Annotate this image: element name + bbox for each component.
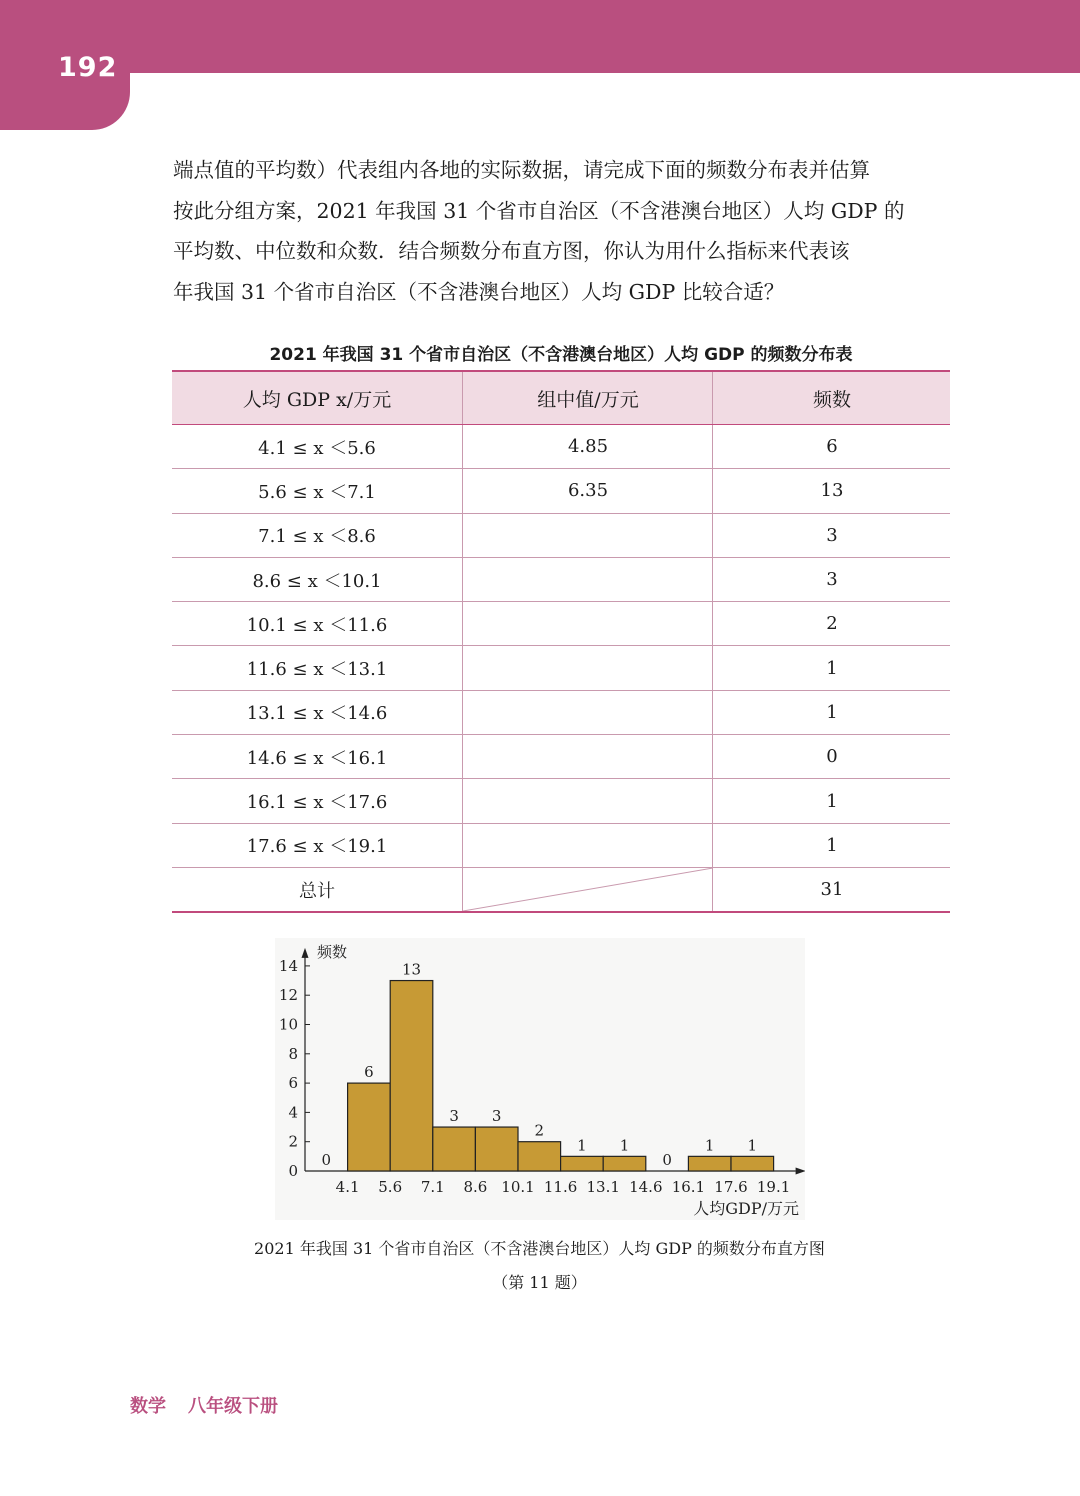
- x-tick-label: 7.1: [420, 1178, 445, 1196]
- table-row: [172, 558, 950, 602]
- cell-midpoint[interactable]: [462, 646, 713, 689]
- paragraph-line: 按此分组方案，2021 年我国 31 个省市自治区（不含港澳台地区）人均 GDP 的: [173, 198, 905, 223]
- bar-value-label: 0: [662, 1151, 672, 1169]
- footer-book-title: [130, 1392, 278, 1418]
- cell-frequency: 31: [712, 868, 951, 911]
- histogram-bar: [688, 1156, 731, 1171]
- table-row: [172, 514, 950, 558]
- bar-value-label: 1: [619, 1136, 630, 1155]
- cell-gdp-range: 7.1 ≤ x ＜8.6: [258, 526, 376, 548]
- x-tick-label: 4.1: [335, 1178, 360, 1196]
- header-band: [0, 0, 1080, 73]
- cell-midpoint: 6.35: [462, 469, 713, 512]
- cell-gdp-range: 总计: [299, 880, 335, 902]
- cell-gdp-range: 4.1 ≤ x ＜5.6: [258, 437, 376, 459]
- cell-midpoint[interactable]: [462, 558, 713, 601]
- cell-frequency: 1: [712, 691, 951, 734]
- y-tick-label: 12: [278, 986, 298, 1005]
- table-row: [172, 646, 950, 690]
- cell-midpoint[interactable]: [462, 691, 713, 734]
- problem-paragraph: [173, 150, 953, 312]
- table-row: [172, 691, 950, 735]
- x-tick-label: 8.6: [463, 1178, 488, 1196]
- cell-frequency: 2: [712, 602, 951, 645]
- table-row: [172, 469, 950, 513]
- y-tick-label: 14: [278, 956, 298, 975]
- cell-gdp-range: 17.6 ≤ x ＜19.1: [246, 836, 388, 858]
- y-axis-title: 频数: [317, 942, 348, 961]
- cell-frequency: 1: [712, 646, 951, 689]
- x-axis-arrow: [796, 1168, 805, 1175]
- histogram-bar: [731, 1156, 774, 1171]
- page-number: 192: [58, 52, 118, 83]
- bar-value-label: 2: [534, 1121, 545, 1140]
- cell-midpoint[interactable]: [462, 824, 713, 867]
- table-total-row: [172, 868, 950, 913]
- table-row: [172, 779, 950, 823]
- table-row: [172, 735, 950, 779]
- x-tick-label: 5.6: [378, 1178, 403, 1196]
- cell-midpoint[interactable]: [462, 779, 713, 822]
- cell-gdp-range: 5.6 ≤ x ＜7.1: [258, 481, 376, 503]
- y-axis-arrow: [302, 948, 309, 958]
- histogram-bar: [348, 1083, 391, 1171]
- histogram-bar: [390, 981, 433, 1171]
- x-tick-label: 17.6: [714, 1178, 748, 1196]
- footer-subject: 数学: [130, 1396, 166, 1417]
- y-tick-label: 2: [288, 1132, 298, 1151]
- cell-frequency: 0: [712, 735, 951, 778]
- table-row: [172, 602, 950, 646]
- histogram-bar: [518, 1142, 561, 1171]
- header-gdp-range: 人均 GDP x/万元: [242, 388, 392, 411]
- y-tick-label: 4: [288, 1103, 298, 1122]
- y-tick-label: 8: [288, 1044, 298, 1063]
- y-tick-label: 0: [288, 1162, 298, 1180]
- bar-value-label: 0: [321, 1151, 332, 1169]
- histogram-svg: [275, 938, 805, 1220]
- table-row: [172, 425, 950, 469]
- cell-midpoint[interactable]: [462, 602, 713, 645]
- header-midpoint: 组中值/万元: [462, 372, 713, 424]
- x-tick-label: 13.1: [586, 1178, 620, 1196]
- histogram-bar: [475, 1127, 518, 1171]
- table-row: [172, 824, 950, 868]
- cell-midpoint: 4.85: [462, 425, 713, 468]
- x-tick-label: 19.1: [756, 1178, 791, 1196]
- frequency-table: [172, 370, 950, 913]
- cell-midpoint[interactable]: [462, 735, 713, 778]
- total-diagonal-line: [463, 868, 713, 911]
- cell-gdp-range: 11.6 ≤ x ＜13.1: [246, 659, 388, 681]
- cell-frequency: 6: [712, 425, 951, 468]
- x-tick-label: 10.1: [501, 1178, 535, 1196]
- histogram-bar: [603, 1156, 646, 1171]
- histogram-bar: [561, 1156, 604, 1171]
- cell-frequency: 3: [712, 514, 951, 557]
- header-frequency: 频数: [712, 372, 951, 424]
- bar-value-label: 1: [577, 1136, 587, 1155]
- bar-value-label: 3: [449, 1107, 459, 1126]
- x-axis-title: 人均GDP/万元: [693, 1199, 799, 1218]
- footer-grade: 八年级下册: [188, 1396, 278, 1417]
- cell-frequency: 1: [712, 779, 951, 822]
- bar-value-label: 6: [364, 1063, 374, 1082]
- cell-gdp-range: 8.6 ≤ x ＜10.1: [252, 570, 382, 592]
- bar-value-label: 1: [704, 1136, 715, 1155]
- bar-value-label: 1: [747, 1136, 758, 1155]
- cell-gdp-range: 16.1 ≤ x ＜17.6: [246, 792, 388, 814]
- x-tick-label: 16.1: [671, 1178, 706, 1196]
- y-tick-label: 10: [278, 1015, 298, 1034]
- paragraph-line: 端点值的平均数）代表组内各地的实际数据，请完成下面的频数分布表并估算: [173, 158, 870, 182]
- bar-value-label: 13: [401, 960, 422, 979]
- paragraph-line: 年我国 31 个省市自治区（不含港澳台地区）人均 GDP 比较合适？: [173, 279, 785, 304]
- cell-midpoint[interactable]: [462, 514, 713, 557]
- cell-gdp-range: 14.6 ≤ x ＜16.1: [246, 747, 388, 769]
- cell-frequency: 3: [712, 558, 951, 601]
- cell-gdp-range: 10.1 ≤ x ＜11.6: [246, 614, 388, 636]
- paragraph-line: 平均数、中位数和众数．结合频数分布直方图，你认为用什么指标来代表该: [173, 239, 850, 263]
- table-header-row: [172, 370, 950, 425]
- figure-caption: 2021 年我国 31 个省市自治区（不含港澳台地区）人均 GDP 的频数分布直方图: [254, 1239, 825, 1258]
- cell-frequency: 13: [712, 469, 951, 512]
- x-tick-label: 11.6: [543, 1178, 578, 1196]
- y-tick-label: 6: [288, 1074, 298, 1093]
- table-caption: 2021 年我国 31 个省市自治区（不含港澳台地区）人均 GDP 的频数分布表: [269, 345, 853, 365]
- bar-value-label: 3: [491, 1107, 502, 1126]
- cell-midpoint: [462, 868, 713, 911]
- cell-gdp-range: 13.1 ≤ x ＜14.6: [246, 703, 388, 725]
- cell-frequency: 1: [712, 824, 951, 867]
- histogram-bar: [433, 1127, 476, 1171]
- figure-number: （第 11 题）: [492, 1273, 587, 1292]
- histogram: [275, 938, 805, 1220]
- x-tick-label: 14.6: [629, 1178, 663, 1196]
